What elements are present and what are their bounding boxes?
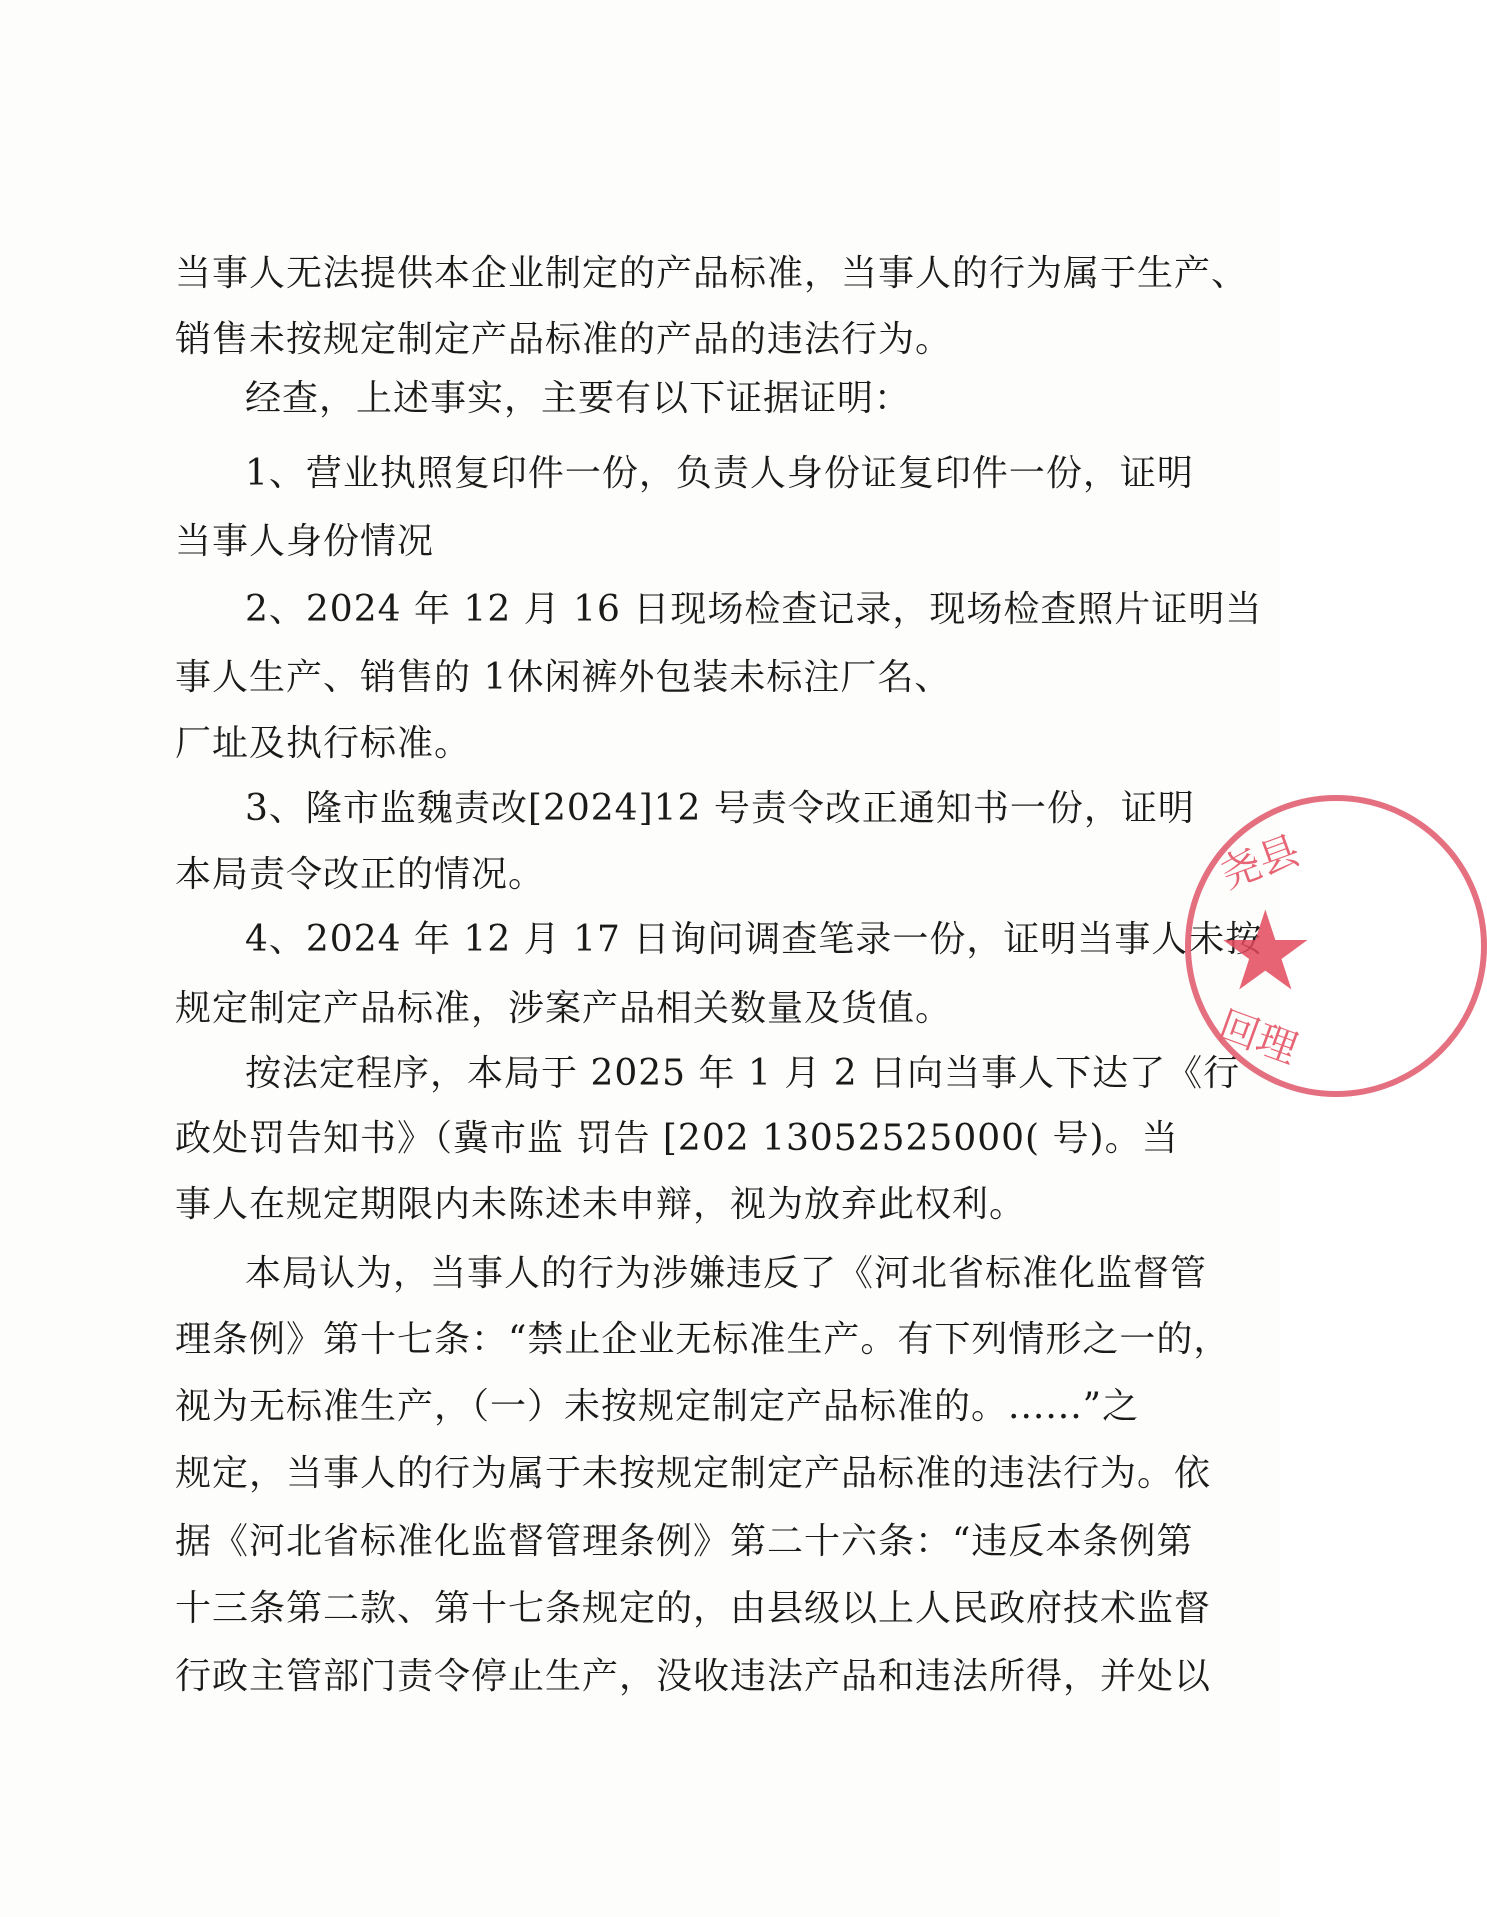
- text-line: 1、营业执照复印件一份，负责人身份证复印件一份，证明: [245, 453, 1194, 494]
- star-icon: ★: [1216, 887, 1315, 1015]
- text-line: 当事人无法提供本企业制定的产品标准，当事人的行为属于生产、: [175, 253, 1249, 294]
- text-line: 本局认为，当事人的行为涉嫌违反了《河北省标准化监督管: [245, 1253, 1208, 1294]
- text-line: 2、2024 年 12 月 16 日现场检查记录，现场检查照片证明当: [245, 589, 1263, 630]
- text-line: 据《河北省标准化监督管理条例》第二十六条：“违反本条例第: [175, 1521, 1194, 1562]
- text-line: 视为无标准生产，（一）未按规定制定产品标准的。......”之: [175, 1386, 1140, 1427]
- text-line: 当事人身份情况: [175, 521, 435, 562]
- text-line: 行政主管部门责令停止生产，没收违法产品和违法所得，并处以: [175, 1656, 1212, 1697]
- text-line: 本局责令改正的情况。: [175, 854, 546, 895]
- text-line: 3、隆市监魏责改[2024]12 号责令改正通知书一份，证明: [245, 788, 1195, 829]
- stamp-text: 回理: [1212, 1002, 1304, 1074]
- stamp-text: 尧县: [1214, 827, 1306, 899]
- text-line: 理条例》第十七条：“禁止企业无标准生产。有下列情形之一的，: [175, 1319, 1231, 1360]
- text-line: 规定，当事人的行为属于未按规定制定产品标准的违法行为。依: [175, 1453, 1212, 1494]
- text-line: 政处罚告知书》（冀市监 罚告 [202 13052525000( 号)。当: [175, 1118, 1179, 1159]
- text-line: 事人在规定期限内未陈述未申辩，视为放弃此权利。: [175, 1184, 1027, 1225]
- text-line: 经查，上述事实，主要有以下证据证明：: [245, 378, 912, 419]
- text-line: 事人生产、销售的 1休闲裤外包装未标注厂名、: [175, 657, 952, 698]
- text-line: 厂址及执行标准。: [175, 723, 472, 764]
- text-line: 销售未按规定制定产品标准的产品的违法行为。: [175, 319, 953, 360]
- official-seal-stamp: [1185, 795, 1487, 1097]
- text-line: 按法定程序，本局于 2025 年 1 月 2 日向当事人下达了《行: [245, 1053, 1241, 1094]
- text-line: 规定制定产品标准，涉案产品相关数量及货值。: [175, 988, 953, 1029]
- text-line: 十三条第二款、第十七条规定的，由县级以上人民政府技术监督: [175, 1588, 1212, 1629]
- text-line: 4、2024 年 12 月 17 日询问调查笔录一份，证明当事人未按: [245, 919, 1263, 960]
